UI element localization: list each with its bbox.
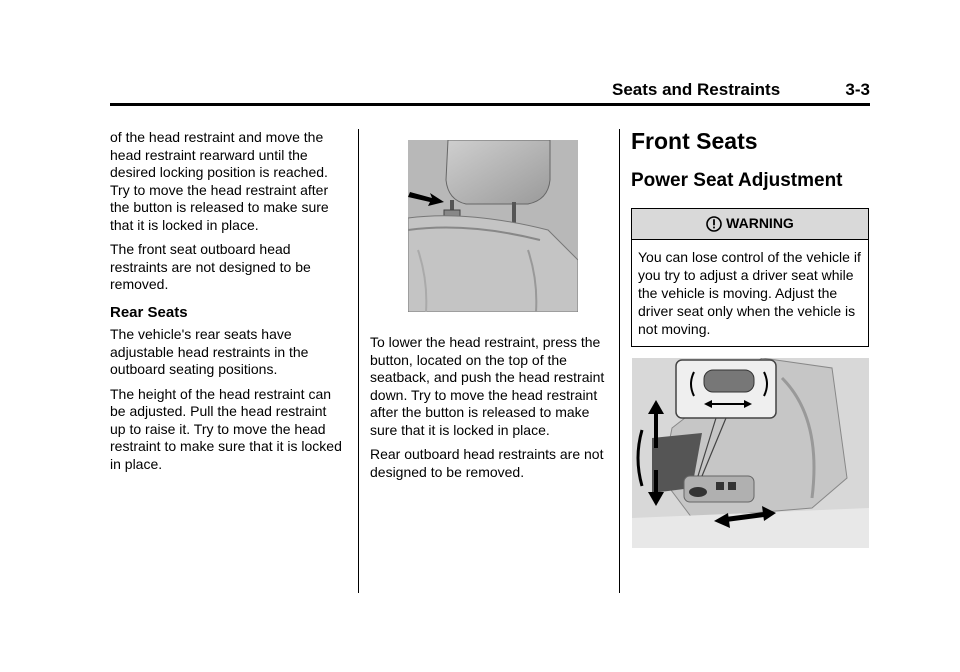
section-title: Seats and Restraints — [612, 80, 781, 99]
paragraph: of the head restraint and move the head restraint rearward until the desired locking position is reached. Try to move the head restraint after the button is released to make sure that it is locked in place. — [110, 129, 329, 233]
column-right — [631, 128, 871, 347]
page-number: 3-3 — [845, 80, 870, 99]
header-rule — [110, 103, 870, 106]
warning-label: WARNING — [726, 215, 794, 232]
head-restraint-illustration — [408, 140, 578, 312]
warning-circle-icon — [706, 216, 722, 232]
column-divider — [358, 129, 359, 593]
warning-text: You can lose control of the vehicle if you try to adjust a driver seat while the vehicle is moving. Adjust the driver seat only when the vehicle is not moving. — [638, 249, 861, 337]
column-middle — [370, 334, 606, 488]
paragraph: To lower the head restraint, press the button, located on the top of the seatback, and push the head restraint down. Try to move the head restraint after the button is released to make sure that it is locked in place. — [370, 334, 605, 438]
column-left — [110, 129, 345, 480]
page-header — [612, 80, 870, 102]
paragraph: The front seat outboard head restraints are not designed to be removed. — [110, 241, 311, 292]
rear-seats-heading: Rear Seats — [110, 303, 188, 321]
paragraph: The vehicle's rear seats have adjustable head restraints in the outboard seating positions. — [110, 326, 309, 377]
paragraph: The height of the head restraint can be adjusted. Pull the head restraint up to raise it. Try to move the head restraint to make sure that it is locked in place. — [110, 385, 342, 472]
power-seat-controls-illustration — [632, 358, 869, 548]
front-seats-heading: Front Seats — [631, 128, 758, 154]
paragraph: Rear outboard head restraints are not designed to be removed. — [370, 446, 604, 480]
column-divider — [619, 129, 620, 593]
power-seat-heading: Power Seat Adjustment — [631, 170, 843, 191]
warning-header — [632, 209, 868, 240]
warning-box — [631, 208, 869, 347]
